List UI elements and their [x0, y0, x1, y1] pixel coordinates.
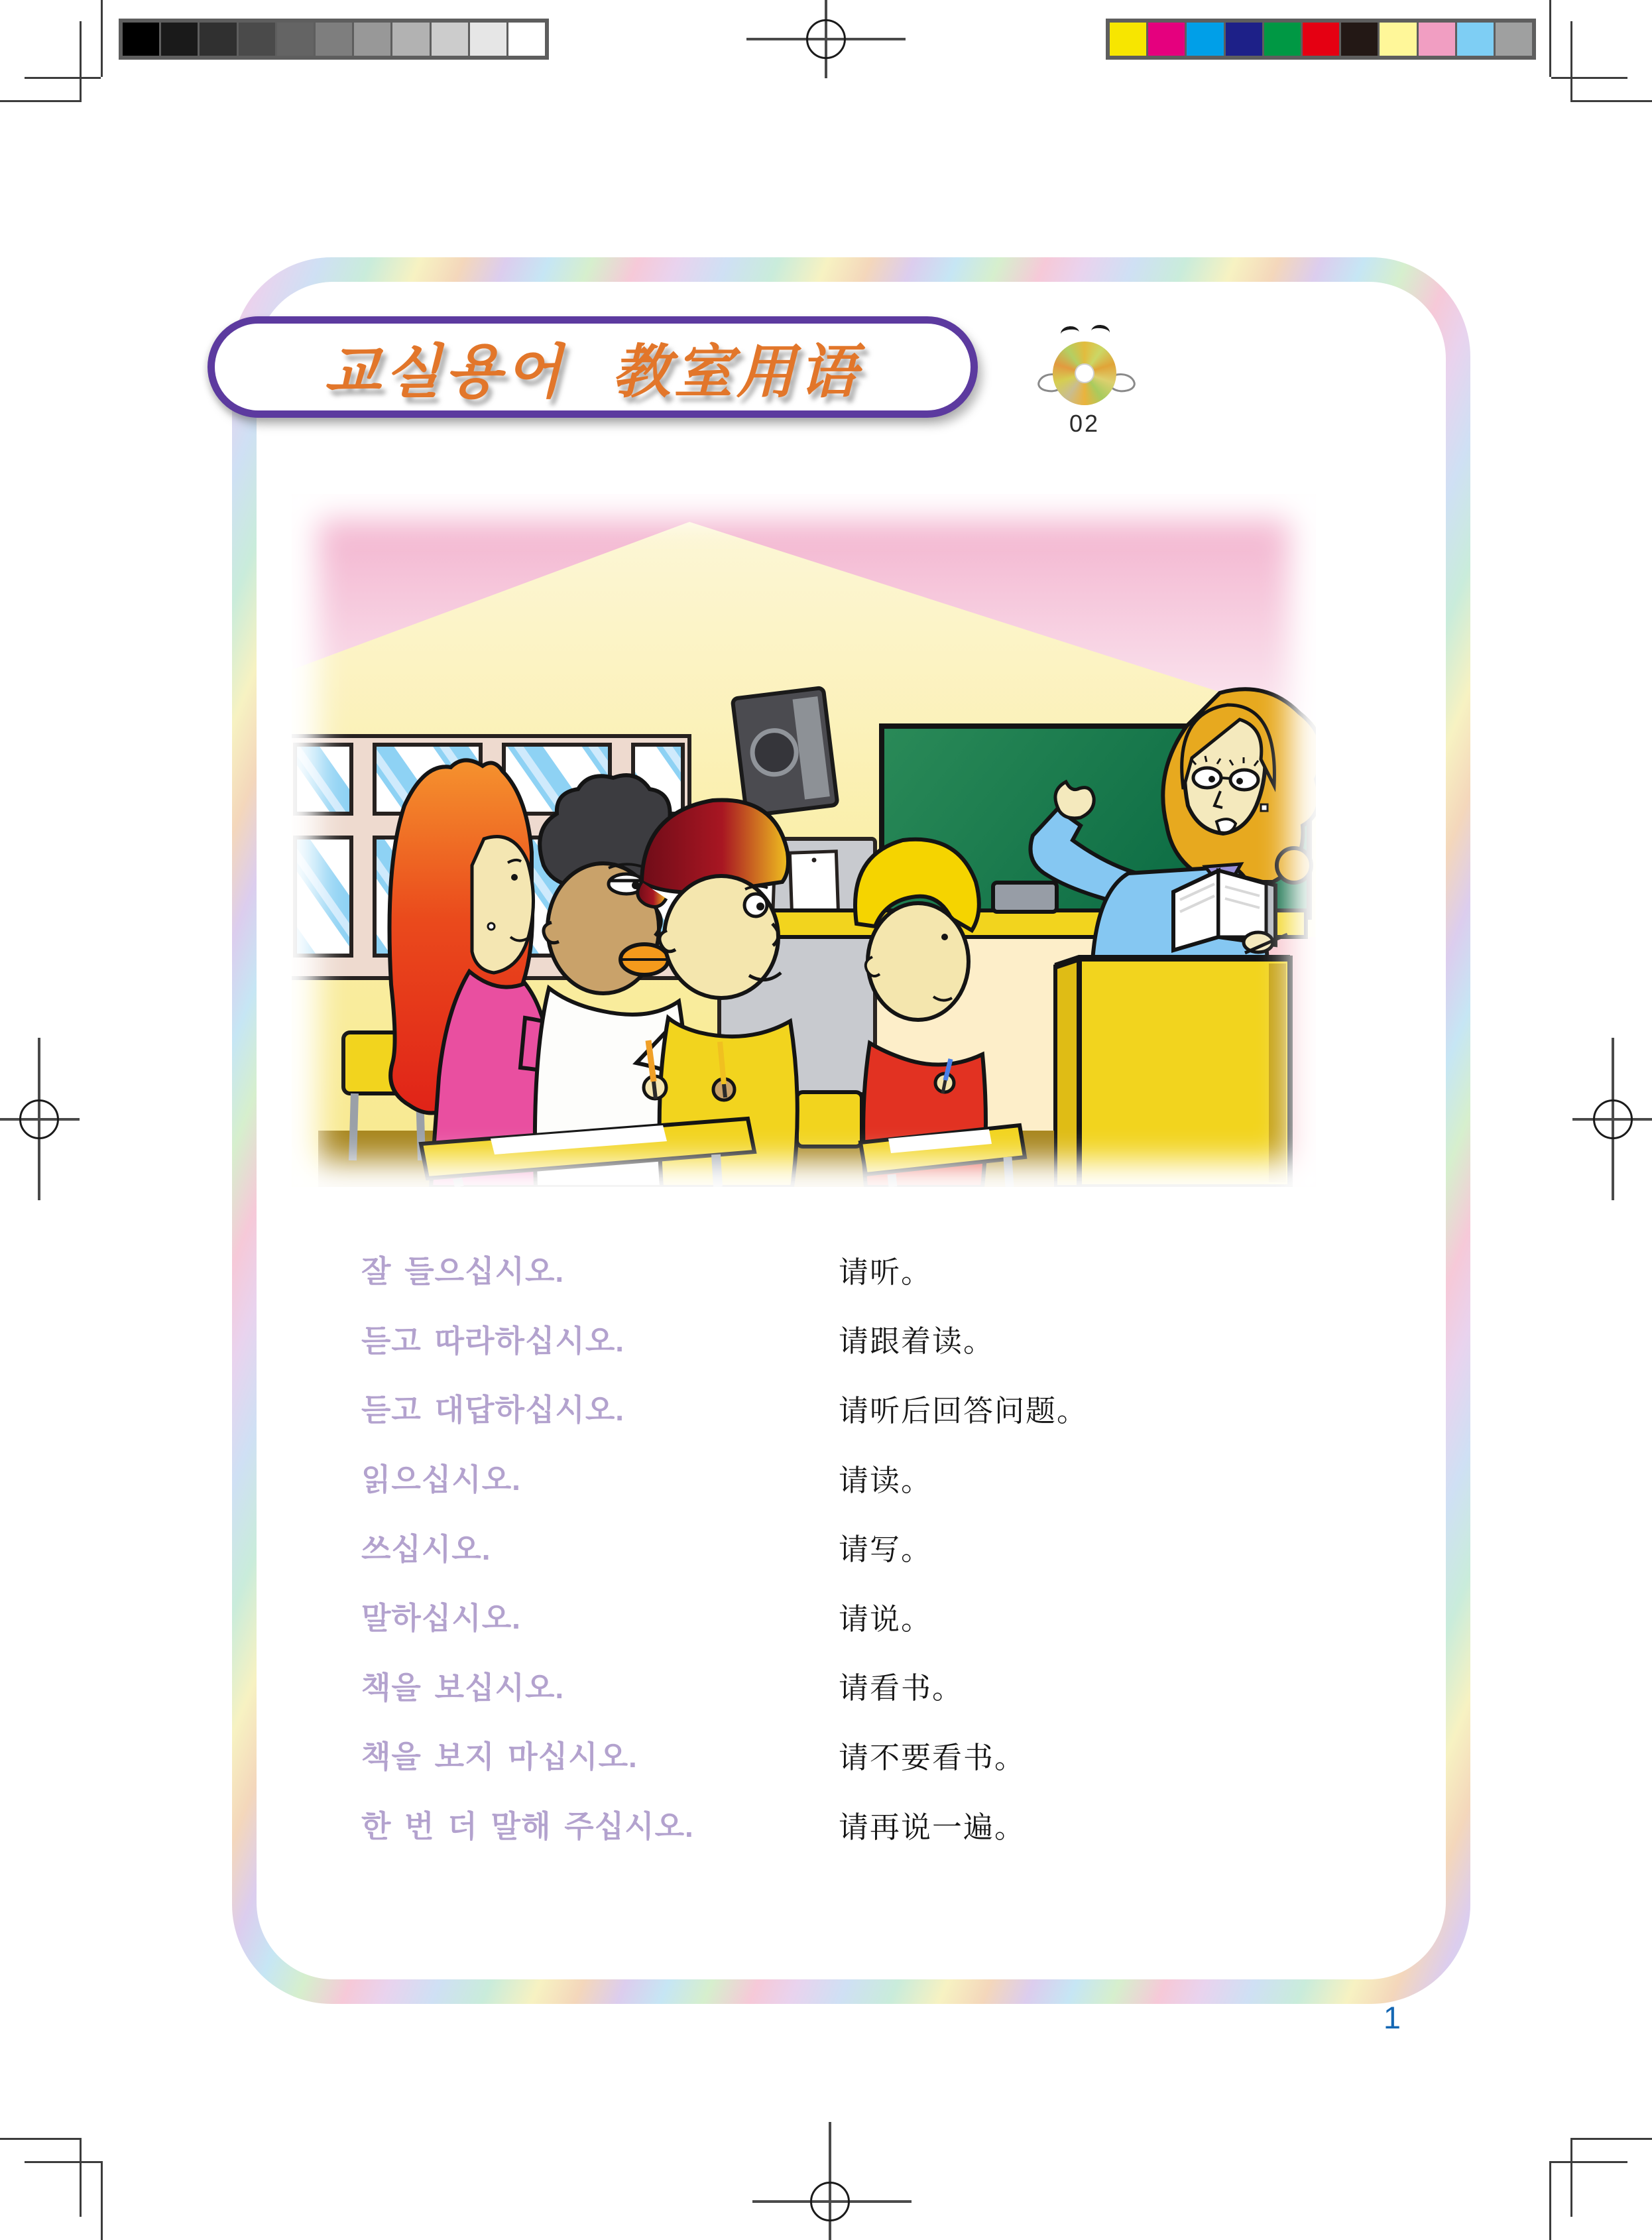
korean-phrase: 책을 보십시오.	[361, 1670, 565, 1705]
page-number: 1	[1383, 2000, 1401, 2035]
phrase-row	[361, 1790, 1329, 1859]
trim-mark	[1551, 2161, 1627, 2163]
calibration-swatch	[354, 23, 390, 56]
calibration-swatch	[1496, 23, 1532, 56]
blond-face	[868, 903, 969, 1020]
chinese-translation: 请听。	[839, 1255, 933, 1289]
cd-disc	[1053, 342, 1116, 405]
trim-mark	[1572, 2138, 1652, 2140]
title-chinese: 教室用语	[612, 340, 862, 405]
podium	[1055, 958, 1290, 1187]
phrase-row	[361, 1443, 1329, 1513]
classroom-illustration	[292, 494, 1316, 1187]
calibration-swatch	[239, 23, 275, 56]
calibration-swatch	[470, 23, 506, 56]
chinese-translation: 请写。	[839, 1533, 933, 1567]
korean-phrase: 잘 들으십시오.	[361, 1254, 565, 1289]
korean-phrase: 말하십시오.	[361, 1601, 521, 1636]
korean-phrase: 듣고 대답하십시오.	[361, 1393, 625, 1428]
korean-phrase: 듣고 따라하십시오.	[361, 1323, 625, 1358]
korean-phrase: 쓰십시오.	[361, 1531, 491, 1566]
trim-mark	[1572, 100, 1652, 102]
phrase-row	[361, 1235, 1329, 1304]
audio-track-number: 02	[1069, 410, 1100, 437]
calibration-swatch	[392, 23, 429, 56]
phrase-row	[361, 1582, 1329, 1651]
calibration-swatch	[161, 23, 198, 56]
title-banner	[207, 316, 978, 418]
page-title	[324, 326, 861, 409]
chinese-translation: 请看书。	[839, 1672, 964, 1706]
trim-mark	[25, 2161, 101, 2163]
grayscale-calibration-strip	[119, 19, 549, 60]
calibration-swatch	[1457, 23, 1494, 56]
chinese-translation: 请不要看书。	[839, 1741, 1026, 1774]
chinese-translation: 请跟着读。	[839, 1325, 995, 1359]
eraser	[993, 883, 1057, 912]
calibration-swatch	[1380, 23, 1416, 56]
korean-phrase: 한 번 더 말해 주십시오.	[361, 1809, 694, 1844]
trim-mark	[1570, 21, 1572, 102]
calibration-swatch	[123, 23, 159, 56]
trim-mark	[1549, 0, 1551, 77]
trim-mark	[0, 100, 80, 102]
boy-cap-shirt	[660, 1018, 797, 1187]
calibration-swatch	[508, 23, 545, 56]
phrase-row	[361, 1304, 1329, 1374]
phrase-row	[361, 1512, 1329, 1582]
calibration-swatch	[1419, 23, 1455, 56]
title-korean: 교실용어	[324, 340, 566, 405]
color-calibration-strip	[1106, 19, 1536, 60]
calibration-swatch	[316, 23, 352, 56]
phrase-list	[361, 1235, 1329, 1859]
calibration-swatch	[432, 23, 468, 56]
wall-speaker	[733, 688, 838, 816]
chinese-translation: 请再说一遍。	[839, 1810, 1026, 1844]
calibration-swatch	[1148, 23, 1185, 56]
chair	[797, 1092, 862, 1147]
korean-phrase: 읽으십시오.	[361, 1462, 521, 1497]
chinese-translation: 请说。	[839, 1602, 933, 1636]
calibration-swatch	[1110, 23, 1146, 56]
phrase-row	[361, 1373, 1329, 1443]
calibration-swatch	[1341, 23, 1378, 56]
trim-mark	[101, 0, 103, 77]
calibration-swatch	[1264, 23, 1301, 56]
chinese-translation: 请听后回答问题。	[839, 1394, 1089, 1428]
trim-mark	[0, 2138, 80, 2140]
teacher-mouth	[1216, 819, 1236, 833]
trim-mark	[1551, 77, 1627, 79]
calibration-swatch	[1187, 23, 1223, 56]
calibration-swatch	[1303, 23, 1339, 56]
trim-mark	[80, 21, 82, 102]
trim-mark	[80, 2138, 82, 2217]
trim-mark	[1570, 2138, 1572, 2217]
calibration-swatch	[277, 23, 314, 56]
trim-mark	[101, 2161, 103, 2240]
chinese-translation: 请读。	[839, 1463, 933, 1497]
phrase-row	[361, 1651, 1329, 1721]
trim-mark	[25, 77, 101, 79]
calibration-swatch	[1226, 23, 1262, 56]
korean-phrase: 책을 보지 마십시오.	[361, 1739, 638, 1774]
trim-mark	[1549, 2161, 1551, 2240]
phrase-row	[361, 1720, 1329, 1790]
calibration-swatch	[200, 23, 236, 56]
